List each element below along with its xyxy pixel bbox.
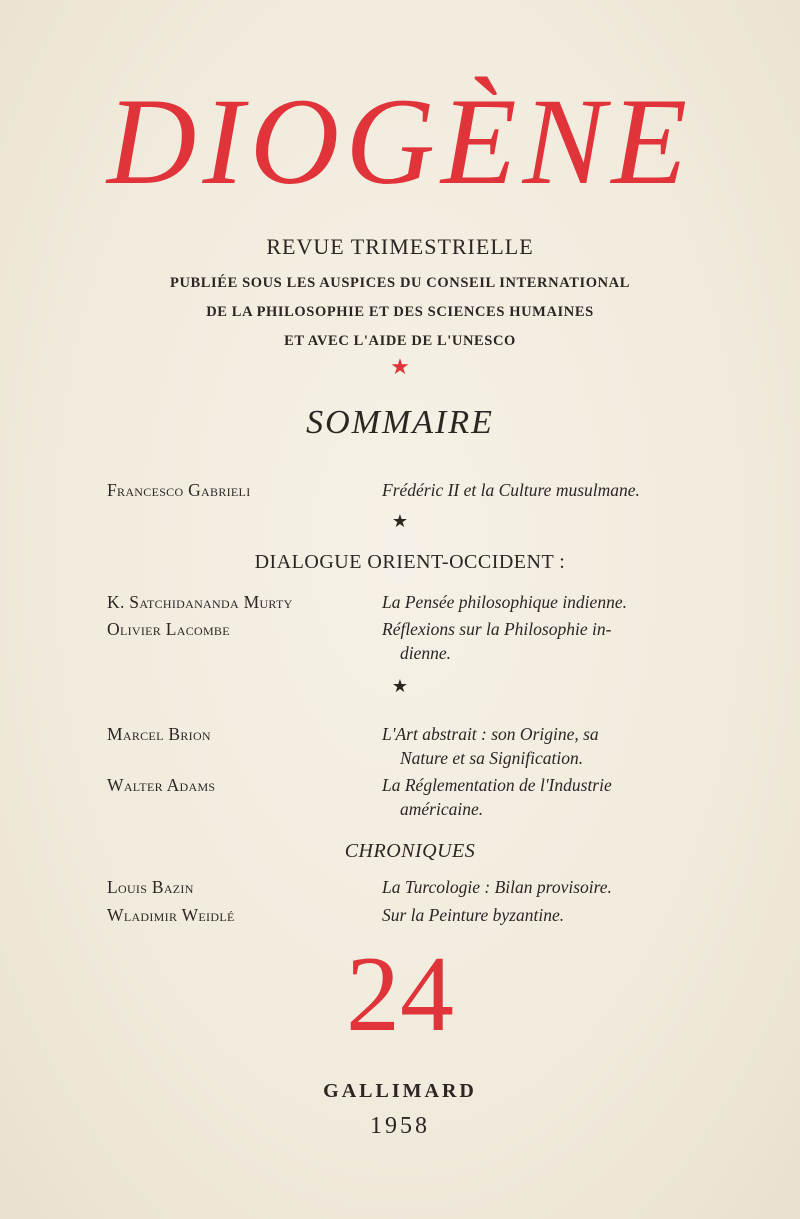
toc-article-title: Frédéric II et la Culture musulmane. xyxy=(382,480,640,500)
toc-article-title-line-2: américaine. xyxy=(400,799,484,819)
section-heading-chroniques: CHRONIQUES xyxy=(344,840,476,862)
separator-star-icon: ★ xyxy=(391,676,409,697)
separator-star-icon: ★ xyxy=(391,511,409,532)
toc-article-title-line-1: La Réglementation de l'Industrie xyxy=(382,775,612,795)
toc-article-title-line-2: dienne. xyxy=(400,643,452,663)
toc-author: K. Satchidananda Murty xyxy=(107,592,293,612)
issue-number: 24 xyxy=(346,935,454,1054)
toc-article-title-line-1: Réflexions sur la Philosophie in- xyxy=(382,619,612,639)
journal-title: DIOGÈNE xyxy=(106,73,694,210)
toc-article-title-line-1: L'Art abstrait : son Origine, sa xyxy=(382,724,599,744)
toc-article-title: La Turcologie : Bilan provisoire. xyxy=(382,877,612,897)
toc-author: Olivier Lacombe xyxy=(107,619,230,639)
toc-author: Walter Adams xyxy=(107,775,216,795)
red-star-icon: ★ xyxy=(390,355,410,380)
publisher-line-1: PUBLIÉE SOUS LES AUSPICES DU CONSEIL INTERNATIONAL xyxy=(169,275,631,291)
toc-article-title xyxy=(382,617,707,665)
toc-article-title: La Pensée philosophique indienne. xyxy=(382,592,627,612)
toc-article-title xyxy=(382,773,707,821)
toc-article-title-line-2: Nature et sa Signification. xyxy=(400,748,584,768)
publisher-line-3: ET AVEC L'AIDE DE L'UNESCO xyxy=(284,333,516,349)
journal-subtitle: REVUE TRIMESTRIELLE xyxy=(266,234,534,259)
publisher-name: GALLIMARD xyxy=(323,1080,477,1102)
contents-heading: SOMMAIRE xyxy=(306,404,494,441)
publisher-line-2: DE LA PHILOSOPHIE ET DES SCIENCES HUMAINES xyxy=(206,304,594,320)
toc-author: Louis Bazin xyxy=(107,877,194,897)
section-heading-dialogue: DIALOGUE ORIENT-OCCIDENT : xyxy=(254,551,566,573)
toc-author: Marcel Brion xyxy=(107,724,211,744)
toc-author: Francesco Gabrieli xyxy=(107,480,251,500)
toc-article-title: Sur la Peinture byzantine. xyxy=(382,905,565,925)
toc-author: Wladimir Weidlé xyxy=(107,905,235,925)
publication-year: 1958 xyxy=(370,1113,430,1139)
toc-article-title xyxy=(382,722,707,770)
